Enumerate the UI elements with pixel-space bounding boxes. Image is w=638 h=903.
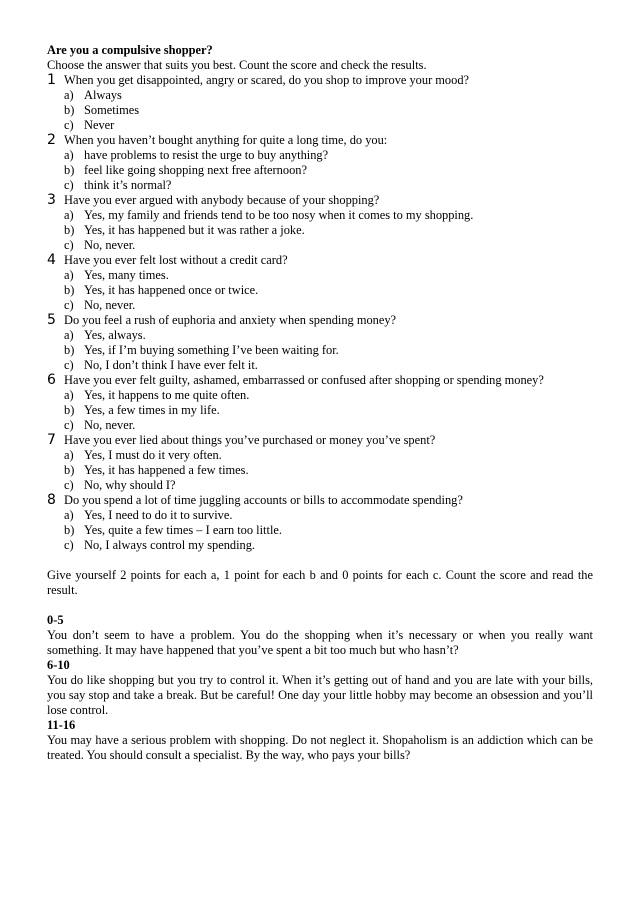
- scoring-instructions: Give yourself 2 points for each a, 1 point for each b and 0 points for each c. Count the score and read the result.: [47, 568, 593, 597]
- quiz-document: [47, 43, 593, 763]
- option-letter: a): [64, 148, 74, 162]
- quiz-instructions: Choose the answer that suits you best. Count the score and check the results.: [47, 58, 427, 72]
- answer-option: [47, 268, 593, 283]
- question-4: [47, 253, 593, 313]
- question-1: [47, 73, 593, 133]
- answer-option: [47, 463, 593, 478]
- question-text: When you get disappointed, angry or scared, do you shop to improve your mood?: [64, 73, 470, 87]
- option-text: No, I always control my spending.: [84, 538, 256, 552]
- result-range-description: You may have a serious problem with shopping. Do not neglect it. Shopaholism is an addiction which can be treated. You should consult a specialist. By the way, who pays your bills?: [47, 733, 593, 762]
- option-letter: c): [64, 478, 74, 492]
- option-text: No, why should I?: [84, 478, 176, 492]
- question-number: 3: [47, 192, 56, 208]
- option-text: Yes, quite a few times – I earn too little.: [84, 523, 282, 537]
- option-text: Yes, it has happened but it was rather a joke.: [84, 223, 305, 237]
- question-number: 5: [47, 312, 56, 328]
- answer-option: [47, 538, 593, 553]
- question-number: 7: [47, 432, 56, 448]
- option-text: Yes, I must do it very often.: [84, 448, 222, 462]
- answer-option: [47, 163, 593, 178]
- option-text: Yes, a few times in my life.: [84, 403, 220, 417]
- option-text: feel like going shopping next free afternoon?: [84, 163, 307, 177]
- answer-option: [47, 448, 593, 463]
- option-text: Yes, many times.: [84, 268, 169, 282]
- result-range-heading: 0-5: [47, 613, 64, 627]
- option-text: Always: [84, 88, 122, 102]
- result-range-description: You do like shopping but you try to control it. When it’s getting out of hand and you are late with your bills, you say stop and take a break. But be careful! One day your little hobby may become an obsession and you’ll lose control.: [47, 673, 593, 717]
- question-text: Have you ever felt lost without a credit card?: [64, 253, 288, 267]
- option-text: Yes, I need to do it to survive.: [84, 508, 233, 522]
- question-text: Have you ever lied about things you’ve purchased or money you’ve spent?: [64, 433, 436, 447]
- question-text: Have you ever felt guilty, ashamed, embarrassed or confused after shopping or spending money?: [64, 373, 544, 387]
- option-text: No, never.: [84, 298, 136, 312]
- option-letter: c): [64, 238, 74, 252]
- option-text: Yes, always.: [84, 328, 146, 342]
- option-letter: a): [64, 328, 74, 342]
- question-6: [47, 373, 593, 433]
- question-8: [47, 493, 593, 553]
- option-letter: b): [64, 403, 75, 417]
- option-letter: a): [64, 508, 74, 522]
- option-text: Yes, my family and friends tend to be too nosy when it comes to my shopping.: [84, 208, 474, 222]
- question-7: [47, 433, 593, 493]
- result-range-high: [47, 718, 593, 763]
- question-number: 2: [47, 132, 56, 148]
- answer-option: [47, 523, 593, 538]
- option-letter: b): [64, 283, 75, 297]
- answer-option: [47, 178, 593, 193]
- answer-option: [47, 88, 593, 103]
- question-text: When you haven’t bought anything for quite a long time, do you:: [64, 133, 388, 147]
- option-letter: b): [64, 223, 75, 237]
- question-2: [47, 133, 593, 193]
- question-text: Do you spend a lot of time juggling accounts or bills to accommodate spending?: [64, 493, 463, 507]
- option-text: Yes, it has happened once or twice.: [84, 283, 259, 297]
- answer-option: [47, 283, 593, 298]
- option-letter: c): [64, 418, 74, 432]
- question-list: [47, 73, 593, 553]
- answer-option: [47, 298, 593, 313]
- question-number: 8: [47, 492, 56, 508]
- question-3: [47, 193, 593, 253]
- answer-option: [47, 508, 593, 523]
- option-letter: c): [64, 358, 74, 372]
- option-text: have problems to resist the urge to buy anything?: [84, 148, 329, 162]
- option-text: No, never.: [84, 418, 136, 432]
- option-letter: a): [64, 388, 74, 402]
- option-text: No, I don’t think I have ever felt it.: [84, 358, 258, 372]
- option-text: Yes, it has happened a few times.: [84, 463, 249, 477]
- answer-option: [47, 208, 593, 223]
- option-letter: c): [64, 118, 74, 132]
- option-text: think it’s normal?: [84, 178, 172, 192]
- answer-option: [47, 478, 593, 493]
- answer-option: [47, 328, 593, 343]
- answer-option: [47, 358, 593, 373]
- result-range-description: You don’t seem to have a problem. You do the shopping when it’s necessary or when you really want something. It may have happened that you’ve spent a bit too much but who hasn’t?: [47, 628, 593, 657]
- option-letter: b): [64, 343, 75, 357]
- option-text: No, never.: [84, 238, 136, 252]
- result-range-low: [47, 613, 593, 658]
- option-letter: c): [64, 538, 74, 552]
- option-letter: a): [64, 88, 74, 102]
- answer-option: [47, 388, 593, 403]
- option-text: Sometimes: [84, 103, 140, 117]
- option-letter: c): [64, 178, 74, 192]
- answer-option: [47, 418, 593, 433]
- results-section: [47, 613, 593, 763]
- option-text: Yes, it happens to me quite often.: [84, 388, 250, 402]
- question-text: Have you ever argued with anybody because of your shopping?: [64, 193, 380, 207]
- answer-option: [47, 223, 593, 238]
- option-letter: b): [64, 103, 75, 117]
- option-letter: c): [64, 298, 74, 312]
- option-letter: b): [64, 463, 75, 477]
- quiz-title: Are you a compulsive shopper?: [47, 43, 213, 57]
- answer-option: [47, 343, 593, 358]
- option-letter: b): [64, 163, 75, 177]
- option-text: Yes, if I’m buying something I’ve been waiting for.: [84, 343, 339, 357]
- result-range-heading: 11-16: [47, 718, 76, 732]
- question-text: Do you feel a rush of euphoria and anxiety when spending money?: [64, 313, 397, 327]
- answer-option: [47, 148, 593, 163]
- option-letter: a): [64, 208, 74, 222]
- result-range-heading: 6-10: [47, 658, 70, 672]
- question-number: 1: [47, 72, 56, 88]
- question-number: 6: [47, 372, 56, 388]
- question-number: 4: [47, 252, 56, 268]
- option-letter: b): [64, 523, 75, 537]
- option-letter: a): [64, 268, 74, 282]
- question-5: [47, 313, 593, 373]
- answer-option: [47, 238, 593, 253]
- answer-option: [47, 403, 593, 418]
- option-text: Never: [84, 118, 115, 132]
- option-letter: a): [64, 448, 74, 462]
- answer-option: [47, 118, 593, 133]
- result-range-mid: [47, 658, 593, 718]
- answer-option: [47, 103, 593, 118]
